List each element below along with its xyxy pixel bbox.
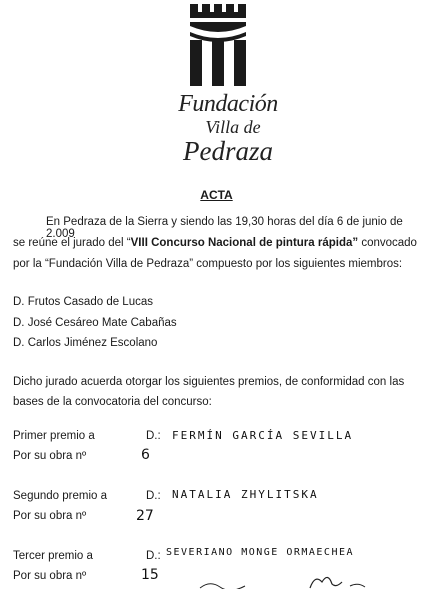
intro-line-3: por la “Fundación Villa de Pedraza” compuesto por los siguientes miembros: [13,258,403,270]
intro-line-2: se reúne el jurado del “VIII Concurso Nacional de pintura rápida” convocado [13,237,417,249]
contest-name: VIII Concurso Nacional de pintura rápida” [130,237,359,249]
decision-line-1: Dicho jurado acuerda otorgar los siguientes premios, de conformidad con las [13,376,405,388]
prize-1-label: Primer premio a [13,430,95,442]
prize-1-work-no: 6 [141,447,150,463]
decision-line-2: bases de la convocatoria del concurso: [13,396,212,408]
tower-logo-icon [188,2,248,88]
prize-3-label: Tercer premio a [13,550,93,562]
intro-line-1: En Pedraza de la Sierra y siendo las 19,30 horas del día 6 de junio de 2.009 [46,216,403,240]
signature-scribble-icon [190,570,390,589]
prize-1-work-label: Por su obra nº [13,450,87,462]
document-title: ACTA [200,188,233,202]
org-name-line1: Fundación [178,91,278,117]
prize-1-winner: FERMÍN GARCÍA SEVILLA [172,429,354,442]
prize-3-work-no: 15 [141,567,159,583]
prize-2-prefix: D.: [146,490,161,502]
prize-2-label: Segundo premio a [13,490,107,502]
jury-member-2: D. José Cesáreo Mate Cabañas [13,317,177,329]
prize-2-work-label: Por su obra nº [13,510,87,522]
prize-2-winner: NATALIA ZHYLITSKA [172,488,319,501]
org-name-line3: Pedraza [183,136,273,166]
prize-1-prefix: D.: [146,430,161,442]
jury-member-1: D. Frutos Casado de Lucas [13,296,153,308]
prize-3-winner: SEVERIANO MONGE ORMAECHEA [166,547,355,558]
prize-3-work-label: Por su obra nº [13,570,87,582]
org-name-line2: Villa de [205,117,261,137]
jury-member-3: D. Carlos Jiménez Escolano [13,337,158,349]
prize-3-prefix: D.: [146,550,161,562]
prize-2-work-no: 27 [136,508,154,524]
